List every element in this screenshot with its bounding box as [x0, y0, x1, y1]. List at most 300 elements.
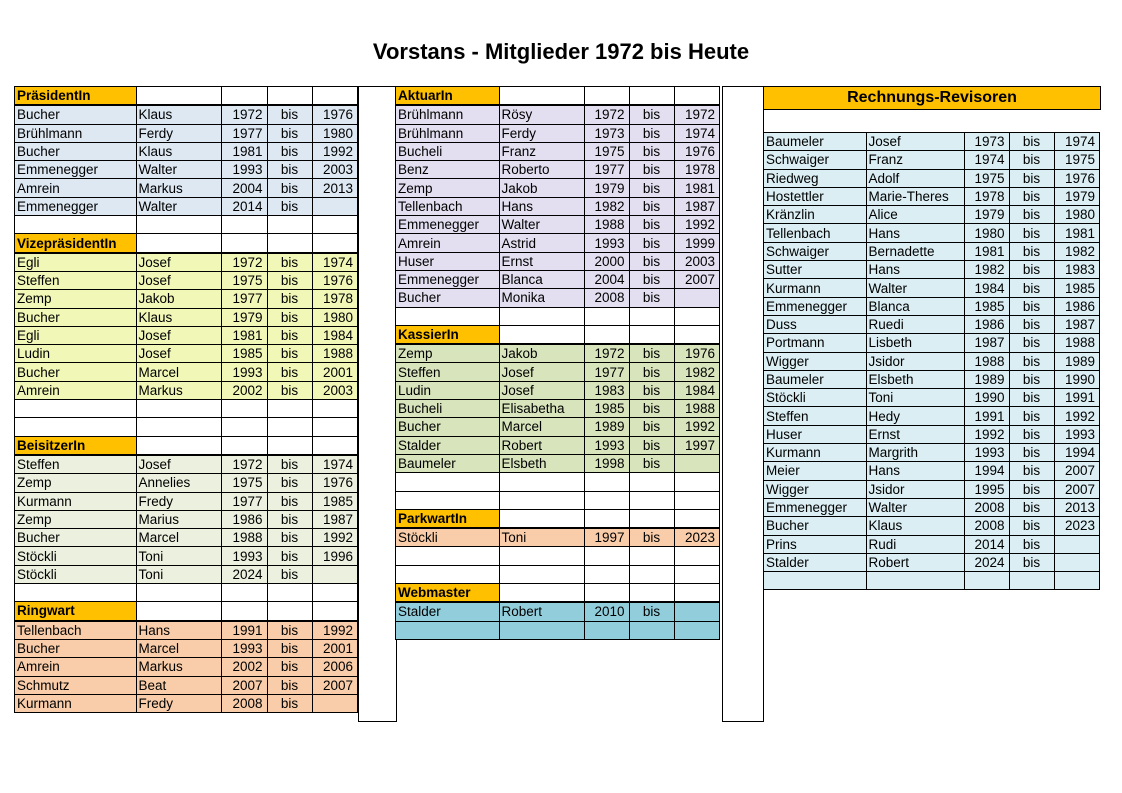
revisoren-firstname: Alice [866, 206, 964, 224]
aktuar-surname: Bucher [396, 289, 499, 307]
kassier-bis: bis [629, 381, 674, 399]
vize-row [15, 308, 357, 326]
revisoren-year-to: 2007 [1054, 462, 1099, 480]
revisoren-row [764, 389, 1099, 407]
revisoren-row [764, 224, 1099, 242]
vize-year-from: 1972 [221, 253, 267, 272]
praesident-year-to: 2013 [312, 179, 357, 197]
ringwart-surname: Amrein [15, 658, 136, 676]
vize-surname: Zemp [15, 290, 136, 308]
parkwart-blank-row [396, 547, 719, 565]
revisoren-surname: Sutter [764, 261, 866, 279]
webmaster-header-blank [629, 584, 674, 603]
aktuar-year-from: 1982 [584, 197, 629, 215]
aktuar-year-to [674, 289, 719, 307]
beisitzer-row [15, 455, 357, 474]
revisoren-surname: Emmenegger [764, 498, 866, 516]
beisitzer-year-from: 1988 [221, 529, 267, 547]
aktuar-bis: bis [629, 234, 674, 252]
revisoren-row [764, 315, 1099, 333]
aktuar-row [396, 124, 719, 142]
table-revisoren-grid [764, 133, 1099, 589]
webmaster-year-to [674, 602, 719, 621]
praesident-row [15, 105, 357, 124]
aktuar-surname: Huser [396, 252, 499, 270]
praesident-year-to: 2003 [312, 161, 357, 179]
praesident-bis: bis [267, 105, 312, 124]
kassier-blank-cell [674, 473, 719, 491]
revisoren-firstname: Adolf [866, 169, 964, 187]
parkwart-header: ParkwartIn [396, 509, 499, 528]
beisitzer-surname: Steffen [15, 455, 136, 474]
praesident-surname: Amrein [15, 179, 136, 197]
revisoren-surname: Huser [764, 425, 866, 443]
vize-bis: bis [267, 308, 312, 326]
revisoren-row [764, 444, 1099, 462]
ringwart-row [15, 658, 357, 676]
revisoren-firstname: Bernadette [866, 242, 964, 260]
webmaster-blank-row [396, 621, 719, 639]
revisoren-bis: bis [1009, 517, 1054, 535]
kassier-surname: Bucheli [396, 400, 499, 418]
table-column-2-grid [396, 87, 719, 639]
beisitzer-year-to: 1987 [312, 510, 357, 528]
revisoren-blank-cell [764, 572, 866, 590]
revisoren-firstname: Marie-Theres [866, 187, 964, 205]
beisitzer-firstname: Toni [136, 547, 221, 565]
webmaster-blank-cell [396, 621, 499, 639]
kassier-year-from: 1998 [584, 454, 629, 472]
aktuar-bis: bis [629, 216, 674, 234]
revisoren-year-to: 1980 [1054, 206, 1099, 224]
praesident-firstname: Ferdy [136, 124, 221, 142]
webmaster-blank-cell [584, 621, 629, 639]
revisoren-bis: bis [1009, 352, 1054, 370]
aktuar-firstname: Jakob [499, 179, 584, 197]
revisoren-blank-cell [1009, 572, 1054, 590]
vize-year-to: 1984 [312, 326, 357, 344]
beisitzer-year-from: 1975 [221, 474, 267, 492]
revisoren-firstname: Hedy [866, 407, 964, 425]
webmaster-row [396, 602, 719, 621]
aktuar-surname: Brühlmann [396, 105, 499, 124]
beisitzer-bis: bis [267, 529, 312, 547]
ringwart-year-from: 1991 [221, 621, 267, 640]
revisoren-row [764, 535, 1099, 553]
revisoren-firstname: Hans [866, 261, 964, 279]
praesident-surname: Emmenegger [15, 197, 136, 215]
beisitzer-row [15, 492, 357, 510]
revisoren-bis: bis [1009, 187, 1054, 205]
kassier-row [396, 454, 719, 472]
ringwart-year-to: 1992 [312, 621, 357, 640]
parkwart-blank-cell [499, 565, 584, 583]
praesident-year-to: 1980 [312, 124, 357, 142]
ringwart-firstname: Fredy [136, 694, 221, 712]
aktuar-firstname: Walter [499, 216, 584, 234]
revisoren-year-to: 1988 [1054, 334, 1099, 352]
praesident-blank-cell [136, 216, 221, 234]
kassier-header-row [396, 325, 719, 344]
ringwart-bis: bis [267, 658, 312, 676]
aktuar-bis: bis [629, 289, 674, 307]
revisoren-row [764, 242, 1099, 260]
revisoren-year-from: 1988 [964, 352, 1009, 370]
revisoren-surname: Kränzlin [764, 206, 866, 224]
parkwart-year-to: 2023 [674, 528, 719, 547]
beisitzer-bis: bis [267, 565, 312, 583]
revisoren-bis: bis [1009, 462, 1054, 480]
vize-firstname: Marcel [136, 363, 221, 381]
aktuar-bis: bis [629, 252, 674, 270]
vize-year-from: 1979 [221, 308, 267, 326]
kassier-bis: bis [629, 436, 674, 454]
revisoren-year-from: 1974 [964, 151, 1009, 169]
revisoren-firstname: Robert [866, 553, 964, 571]
vize-blank-cell [267, 400, 312, 418]
revisoren-row [764, 352, 1099, 370]
praesident-bis: bis [267, 124, 312, 142]
revisoren-year-from: 2024 [964, 553, 1009, 571]
revisoren-row [764, 169, 1099, 187]
revisoren-year-from: 1986 [964, 315, 1009, 333]
revisoren-year-to: 1982 [1054, 242, 1099, 260]
revisoren-bis: bis [1009, 480, 1054, 498]
beisitzer-year-from: 1986 [221, 510, 267, 528]
revisoren-year-from: 1995 [964, 480, 1009, 498]
vize-row [15, 271, 357, 289]
kassier-year-to: 1982 [674, 363, 719, 381]
beisitzer-header-blank [221, 436, 267, 455]
kassier-firstname: Josef [499, 381, 584, 399]
aktuar-year-from: 1975 [584, 142, 629, 160]
kassier-year-to: 1992 [674, 418, 719, 436]
beisitzer-year-from: 2024 [221, 565, 267, 583]
table-column-1-grid [15, 87, 357, 712]
table-column-2 [395, 86, 720, 640]
aktuar-blank-cell [396, 307, 499, 325]
revisoren-firstname: Franz [866, 151, 964, 169]
vize-surname: Bucher [15, 363, 136, 381]
vize-surname: Amrein [15, 381, 136, 399]
parkwart-blank-cell [629, 547, 674, 565]
beisitzer-year-to: 1996 [312, 547, 357, 565]
revisoren-year-from: 1975 [964, 169, 1009, 187]
parkwart-blank-row [396, 565, 719, 583]
aktuar-bis: bis [629, 179, 674, 197]
vize-blank-cell [15, 400, 136, 418]
revisoren-surname: Emmenegger [764, 297, 866, 315]
revisoren-year-to: 1987 [1054, 315, 1099, 333]
vize-header-blank [267, 234, 312, 253]
aktuar-surname: Emmenegger [396, 216, 499, 234]
praesident-firstname: Klaus [136, 105, 221, 124]
aktuar-year-to: 1987 [674, 197, 719, 215]
revisoren-firstname: Klaus [866, 517, 964, 535]
aktuar-year-to: 1999 [674, 234, 719, 252]
vize-row [15, 253, 357, 272]
revisoren-firstname: Walter [866, 498, 964, 516]
beisitzer-year-from: 1977 [221, 492, 267, 510]
kassier-year-from: 1985 [584, 400, 629, 418]
vize-row [15, 326, 357, 344]
parkwart-header-blank [499, 509, 584, 528]
beisitzer-bis: bis [267, 455, 312, 474]
revisoren-year-to: 1990 [1054, 370, 1099, 388]
parkwart-surname: Stöckli [396, 528, 499, 547]
aktuar-surname: Amrein [396, 234, 499, 252]
revisoren-firstname: Blanca [866, 297, 964, 315]
parkwart-blank-cell [396, 565, 499, 583]
beisitzer-row [15, 547, 357, 565]
revisoren-year-to [1054, 553, 1099, 571]
beisitzer-row [15, 565, 357, 583]
revisoren-year-to: 1994 [1054, 444, 1099, 462]
beisitzer-row [15, 474, 357, 492]
revisoren-bis: bis [1009, 242, 1054, 260]
revisoren-year-to [1054, 535, 1099, 553]
parkwart-blank-cell [629, 565, 674, 583]
parkwart-blank-cell [674, 547, 719, 565]
vize-firstname: Josef [136, 253, 221, 272]
kassier-surname: Zemp [396, 344, 499, 363]
revisoren-surname: Schwaiger [764, 151, 866, 169]
revisoren-bis: bis [1009, 206, 1054, 224]
vize-row [15, 381, 357, 399]
vize-bis: bis [267, 271, 312, 289]
beisitzer-firstname: Annelies [136, 474, 221, 492]
page-title: Vorstans - Mitglieder 1972 bis Heute [372, 39, 750, 64]
ringwart-header-blank [221, 602, 267, 621]
revisoren-year-to: 2007 [1054, 480, 1099, 498]
webmaster-blank-cell [629, 621, 674, 639]
beisitzer-surname: Bucher [15, 529, 136, 547]
praesident-bis: bis [267, 142, 312, 160]
revisoren-year-from: 1981 [964, 242, 1009, 260]
revisoren-row [764, 407, 1099, 425]
kassier-year-to: 1976 [674, 344, 719, 363]
praesident-blank-cell [15, 216, 136, 234]
beisitzer-year-to: 1992 [312, 529, 357, 547]
kassier-year-to [674, 454, 719, 472]
praesident-header-row [15, 87, 357, 105]
vize-bis: bis [267, 345, 312, 363]
aktuar-bis: bis [629, 197, 674, 215]
webmaster-blank-cell [499, 621, 584, 639]
revisoren-year-from: 1992 [964, 425, 1009, 443]
ringwart-row [15, 621, 357, 640]
ringwart-row [15, 676, 357, 694]
vize-year-from: 1981 [221, 326, 267, 344]
kassier-header-blank [499, 325, 584, 344]
revisoren-year-to: 1991 [1054, 389, 1099, 407]
ringwart-header-blank [136, 602, 221, 621]
parkwart-header-blank [674, 509, 719, 528]
revisoren-year-to: 2013 [1054, 498, 1099, 516]
kassier-year-from: 1977 [584, 363, 629, 381]
revisoren-row [764, 334, 1099, 352]
beisitzer-blank-cell [15, 584, 136, 602]
revisoren-bis: bis [1009, 407, 1054, 425]
revisoren-row [764, 133, 1099, 151]
kassier-blank-cell [629, 473, 674, 491]
beisitzer-firstname: Josef [136, 455, 221, 474]
revisoren-bis: bis [1009, 315, 1054, 333]
beisitzer-firstname: Marius [136, 510, 221, 528]
vize-row [15, 345, 357, 363]
revisoren-year-from: 1993 [964, 444, 1009, 462]
parkwart-blank-cell [499, 547, 584, 565]
column-separator-1 [358, 86, 397, 722]
ringwart-bis: bis [267, 694, 312, 712]
vize-surname: Bucher [15, 308, 136, 326]
praesident-year-from: 2004 [221, 179, 267, 197]
revisoren-blank-cell [964, 572, 1009, 590]
aktuar-row [396, 105, 719, 124]
revisoren-row [764, 261, 1099, 279]
aktuar-year-from: 1972 [584, 105, 629, 124]
kassier-header-blank [629, 325, 674, 344]
beisitzer-surname: Kurmann [15, 492, 136, 510]
revisoren-year-from: 1982 [964, 261, 1009, 279]
beisitzer-year-to: 1976 [312, 474, 357, 492]
revisoren-bis: bis [1009, 389, 1054, 407]
revisoren-firstname: Toni [866, 389, 964, 407]
aktuar-year-from: 2004 [584, 270, 629, 288]
aktuar-blank-row [396, 307, 719, 325]
webmaster-bis: bis [629, 602, 674, 621]
kassier-blank-cell [396, 473, 499, 491]
webmaster-year-from: 2010 [584, 602, 629, 621]
beisitzer-surname: Zemp [15, 510, 136, 528]
vize-year-to: 1974 [312, 253, 357, 272]
vize-year-from: 1985 [221, 345, 267, 363]
aktuar-firstname: Blanca [499, 270, 584, 288]
praesident-blank-row [15, 216, 357, 234]
aktuar-blank-cell [499, 307, 584, 325]
revisoren-blank-cell [1054, 572, 1099, 590]
revisoren-year-from: 1979 [964, 206, 1009, 224]
kassier-row [396, 381, 719, 399]
beisitzer-row [15, 510, 357, 528]
aktuar-row [396, 142, 719, 160]
aktuar-year-to: 2007 [674, 270, 719, 288]
beisitzer-surname: Stöckli [15, 565, 136, 583]
ringwart-header-blank [312, 602, 357, 621]
praesident-blank-cell [267, 216, 312, 234]
webmaster-header: Webmaster [396, 584, 499, 603]
vize-blank-row [15, 418, 357, 436]
webmaster-header-blank [674, 584, 719, 603]
revisoren-surname: Prins [764, 535, 866, 553]
praesident-header: PräsidentIn [15, 87, 136, 105]
aktuar-year-to: 1992 [674, 216, 719, 234]
revisoren-bis: bis [1009, 279, 1054, 297]
praesident-firstname: Klaus [136, 142, 221, 160]
kassier-year-to: 1988 [674, 400, 719, 418]
aktuar-surname: Brühlmann [396, 124, 499, 142]
aktuar-surname: Tellenbach [396, 197, 499, 215]
ringwart-row [15, 694, 357, 712]
praesident-row [15, 161, 357, 179]
vize-header-row [15, 234, 357, 253]
vize-firstname: Klaus [136, 308, 221, 326]
beisitzer-surname: Stöckli [15, 547, 136, 565]
aktuar-year-to: 1974 [674, 124, 719, 142]
aktuar-firstname: Hans [499, 197, 584, 215]
revisoren-surname: Schwaiger [764, 242, 866, 260]
kassier-year-from: 1972 [584, 344, 629, 363]
vize-blank-cell [136, 400, 221, 418]
revisoren-year-from: 1987 [964, 334, 1009, 352]
kassier-blank-cell [396, 491, 499, 509]
vize-header: VizepräsidentIn [15, 234, 136, 253]
ringwart-header-row [15, 602, 357, 621]
vize-header-blank [136, 234, 221, 253]
revisoren-row [764, 462, 1099, 480]
praesident-firstname: Walter [136, 161, 221, 179]
beisitzer-header-blank [136, 436, 221, 455]
beisitzer-bis: bis [267, 510, 312, 528]
ringwart-firstname: Markus [136, 658, 221, 676]
revisoren-bis: bis [1009, 261, 1054, 279]
kassier-firstname: Elisabetha [499, 400, 584, 418]
kassier-surname: Ludin [396, 381, 499, 399]
revisoren-bis: bis [1009, 133, 1054, 151]
vize-year-to: 1988 [312, 345, 357, 363]
revisoren-row [764, 517, 1099, 535]
aktuar-blank-cell [584, 307, 629, 325]
beisitzer-bis: bis [267, 547, 312, 565]
vize-blank-cell [221, 418, 267, 436]
vize-year-from: 1993 [221, 363, 267, 381]
vize-year-to: 1978 [312, 290, 357, 308]
kassier-year-from: 1993 [584, 436, 629, 454]
aktuar-firstname: Franz [499, 142, 584, 160]
revisoren-firstname: Rudi [866, 535, 964, 553]
kassier-year-to: 1997 [674, 436, 719, 454]
revisoren-year-from: 1990 [964, 389, 1009, 407]
beisitzer-year-from: 1972 [221, 455, 267, 474]
praesident-bis: bis [267, 197, 312, 215]
revisoren-surname: Stöckli [764, 389, 866, 407]
aktuar-header: AktuarIn [396, 87, 499, 105]
aktuar-row [396, 234, 719, 252]
revisoren-row [764, 297, 1099, 315]
revisoren-year-to: 1979 [1054, 187, 1099, 205]
vize-bis: bis [267, 326, 312, 344]
aktuar-year-from: 1988 [584, 216, 629, 234]
vize-blank-row [15, 400, 357, 418]
revisoren-row [764, 370, 1099, 388]
kassier-firstname: Josef [499, 363, 584, 381]
revisoren-bis: bis [1009, 425, 1054, 443]
revisoren-bis: bis [1009, 535, 1054, 553]
revisoren-year-from: 1989 [964, 370, 1009, 388]
revisoren-firstname: Elsbeth [866, 370, 964, 388]
revisoren-firstname: Jsidor [866, 480, 964, 498]
ringwart-firstname: Marcel [136, 639, 221, 657]
beisitzer-year-from: 1993 [221, 547, 267, 565]
kassier-surname: Steffen [396, 363, 499, 381]
parkwart-blank-cell [396, 547, 499, 565]
revisoren-year-to: 1974 [1054, 133, 1099, 151]
kassier-firstname: Robert [499, 436, 584, 454]
revisoren-surname: Kurmann [764, 279, 866, 297]
vize-year-from: 2002 [221, 381, 267, 399]
vize-firstname: Jakob [136, 290, 221, 308]
beisitzer-firstname: Toni [136, 565, 221, 583]
